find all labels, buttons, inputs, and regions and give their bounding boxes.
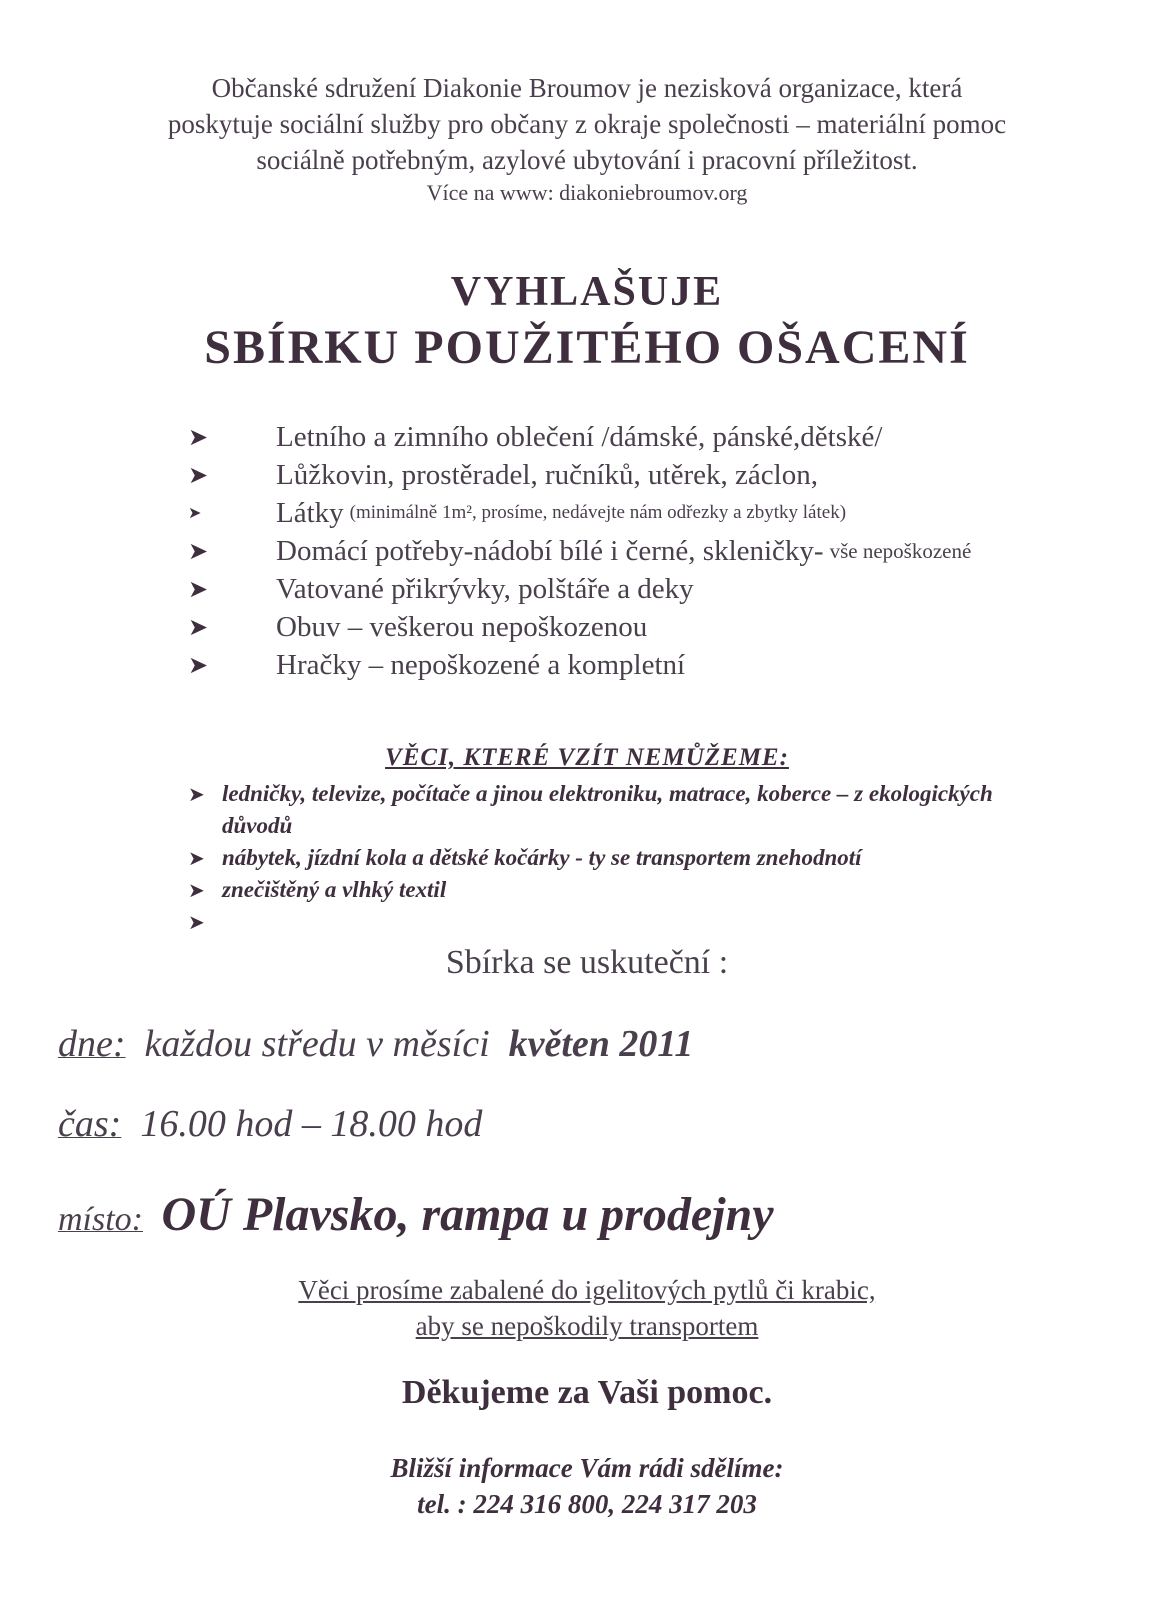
arrowhead-bullet-icon: ➤ xyxy=(188,846,205,870)
contact-line: Bližší informace Vám rádi sdělíme: xyxy=(390,1453,784,1483)
collection-heading: Sbírka se uskuteční : xyxy=(445,944,729,981)
packing-note xyxy=(0,1272,1174,1344)
arrowhead-bullet-icon: ➤ xyxy=(188,537,209,565)
list-item xyxy=(188,778,1022,842)
note-line: aby se nepoškodily transportem xyxy=(415,1311,759,1341)
date-value: každou středu v měsíci xyxy=(144,1023,490,1065)
list-item xyxy=(188,570,971,608)
note-line: Věci prosíme zabalené do igelitových pytlů či krabic, xyxy=(298,1275,876,1305)
place-line xyxy=(58,1187,774,1242)
contact-phone: tel. : 224 316 800, 224 317 203 xyxy=(417,1489,757,1519)
arrowhead-bullet-icon: ➤ xyxy=(188,910,205,934)
list-item xyxy=(188,906,1022,938)
time-line xyxy=(58,1102,482,1146)
time-label: čas: xyxy=(58,1103,122,1145)
list-item xyxy=(188,874,1022,906)
intro-paragraph xyxy=(60,70,1114,208)
item-text: nábytek, jízdní kola a dětské kočárky - ty se transportem znehodnotí xyxy=(222,845,862,870)
place-value: OÚ Plavsko, rampa u prodejny xyxy=(161,1188,774,1241)
thanks-text: Děkujeme za Vaši pomoc. xyxy=(401,1374,773,1411)
item-text: Látky xyxy=(276,496,344,529)
date-line xyxy=(58,1022,693,1066)
arrowhead-bullet-icon: ➤ xyxy=(188,613,209,641)
heading-collection: SBÍRKU POUŽITÉHO OŠACENÍ xyxy=(204,321,970,374)
list-item xyxy=(188,608,971,646)
item-text: Vatované přikrývky, polštáře a deky xyxy=(276,572,694,605)
item-text: Hračky – nepoškozené a kompletní xyxy=(276,648,686,681)
item-note: vše nepoškozené xyxy=(829,538,972,563)
item-text xyxy=(222,906,1022,938)
heading-announce: VYHLAŠUJE xyxy=(450,269,724,315)
item-text: Lůžkovin, prostěradel, ručníků, utěrek, záclon, xyxy=(276,458,818,491)
list-item xyxy=(188,418,971,456)
place-label: místo: xyxy=(58,1201,143,1238)
list-item xyxy=(188,532,971,570)
intro-line: Občanské sdružení Diakonie Broumov je nezisková organizace, která xyxy=(211,73,963,103)
item-text: Letního a zimního oblečení /dámské, pánské,dětské/ xyxy=(276,420,883,453)
not-accepted-list xyxy=(188,778,1022,938)
date-label: dne: xyxy=(58,1023,126,1065)
item-text: znečištěný a vlhký textil xyxy=(222,877,447,902)
list-item xyxy=(188,456,971,494)
arrowhead-bullet-icon: ➤ xyxy=(188,782,205,806)
arrowhead-bullet-icon: ➤ xyxy=(188,423,209,451)
time-value: 16.00 hod – 18.00 hod xyxy=(140,1103,483,1145)
arrowhead-bullet-icon: ➤ xyxy=(188,461,209,489)
intro-line: poskytuje sociální služby pro občany z okraje společnosti – materiální pomoc xyxy=(167,109,1007,139)
list-item xyxy=(188,842,1022,874)
website-line: Více na www: diakoniebroumov.org xyxy=(426,180,748,205)
item-text: Domácí potřeby-nádobí bílé i černé, skleničky- xyxy=(276,534,824,567)
arrowhead-bullet-icon: ➤ xyxy=(188,575,209,603)
list-item xyxy=(188,646,971,684)
arrowhead-bullet-icon: ➤ xyxy=(188,878,205,902)
item-note: (minimálně 1m², prosíme, nedávejte nám odřezky a zbytky látek) xyxy=(349,502,847,523)
arrowhead-bullet-icon: ➤ xyxy=(188,503,202,522)
item-text: ledničky, televize, počítače a jinou elektroniku, matrace, koberce – z ekologických důvodů xyxy=(222,781,993,838)
accepted-items-list xyxy=(188,418,971,684)
intro-line: sociálně potřebným, azylové ubytování i pracovní příležitost. xyxy=(256,145,918,175)
item-text: Obuv – veškerou nepoškozenou xyxy=(276,610,648,643)
date-month: květen 2011 xyxy=(508,1023,694,1065)
arrowhead-bullet-icon: ➤ xyxy=(188,651,209,679)
list-item xyxy=(188,494,971,532)
contact-info xyxy=(0,1450,1174,1522)
not-accepted-title: VĚCI, KTERÉ VZÍT NEMŮŽEME: xyxy=(385,744,789,771)
